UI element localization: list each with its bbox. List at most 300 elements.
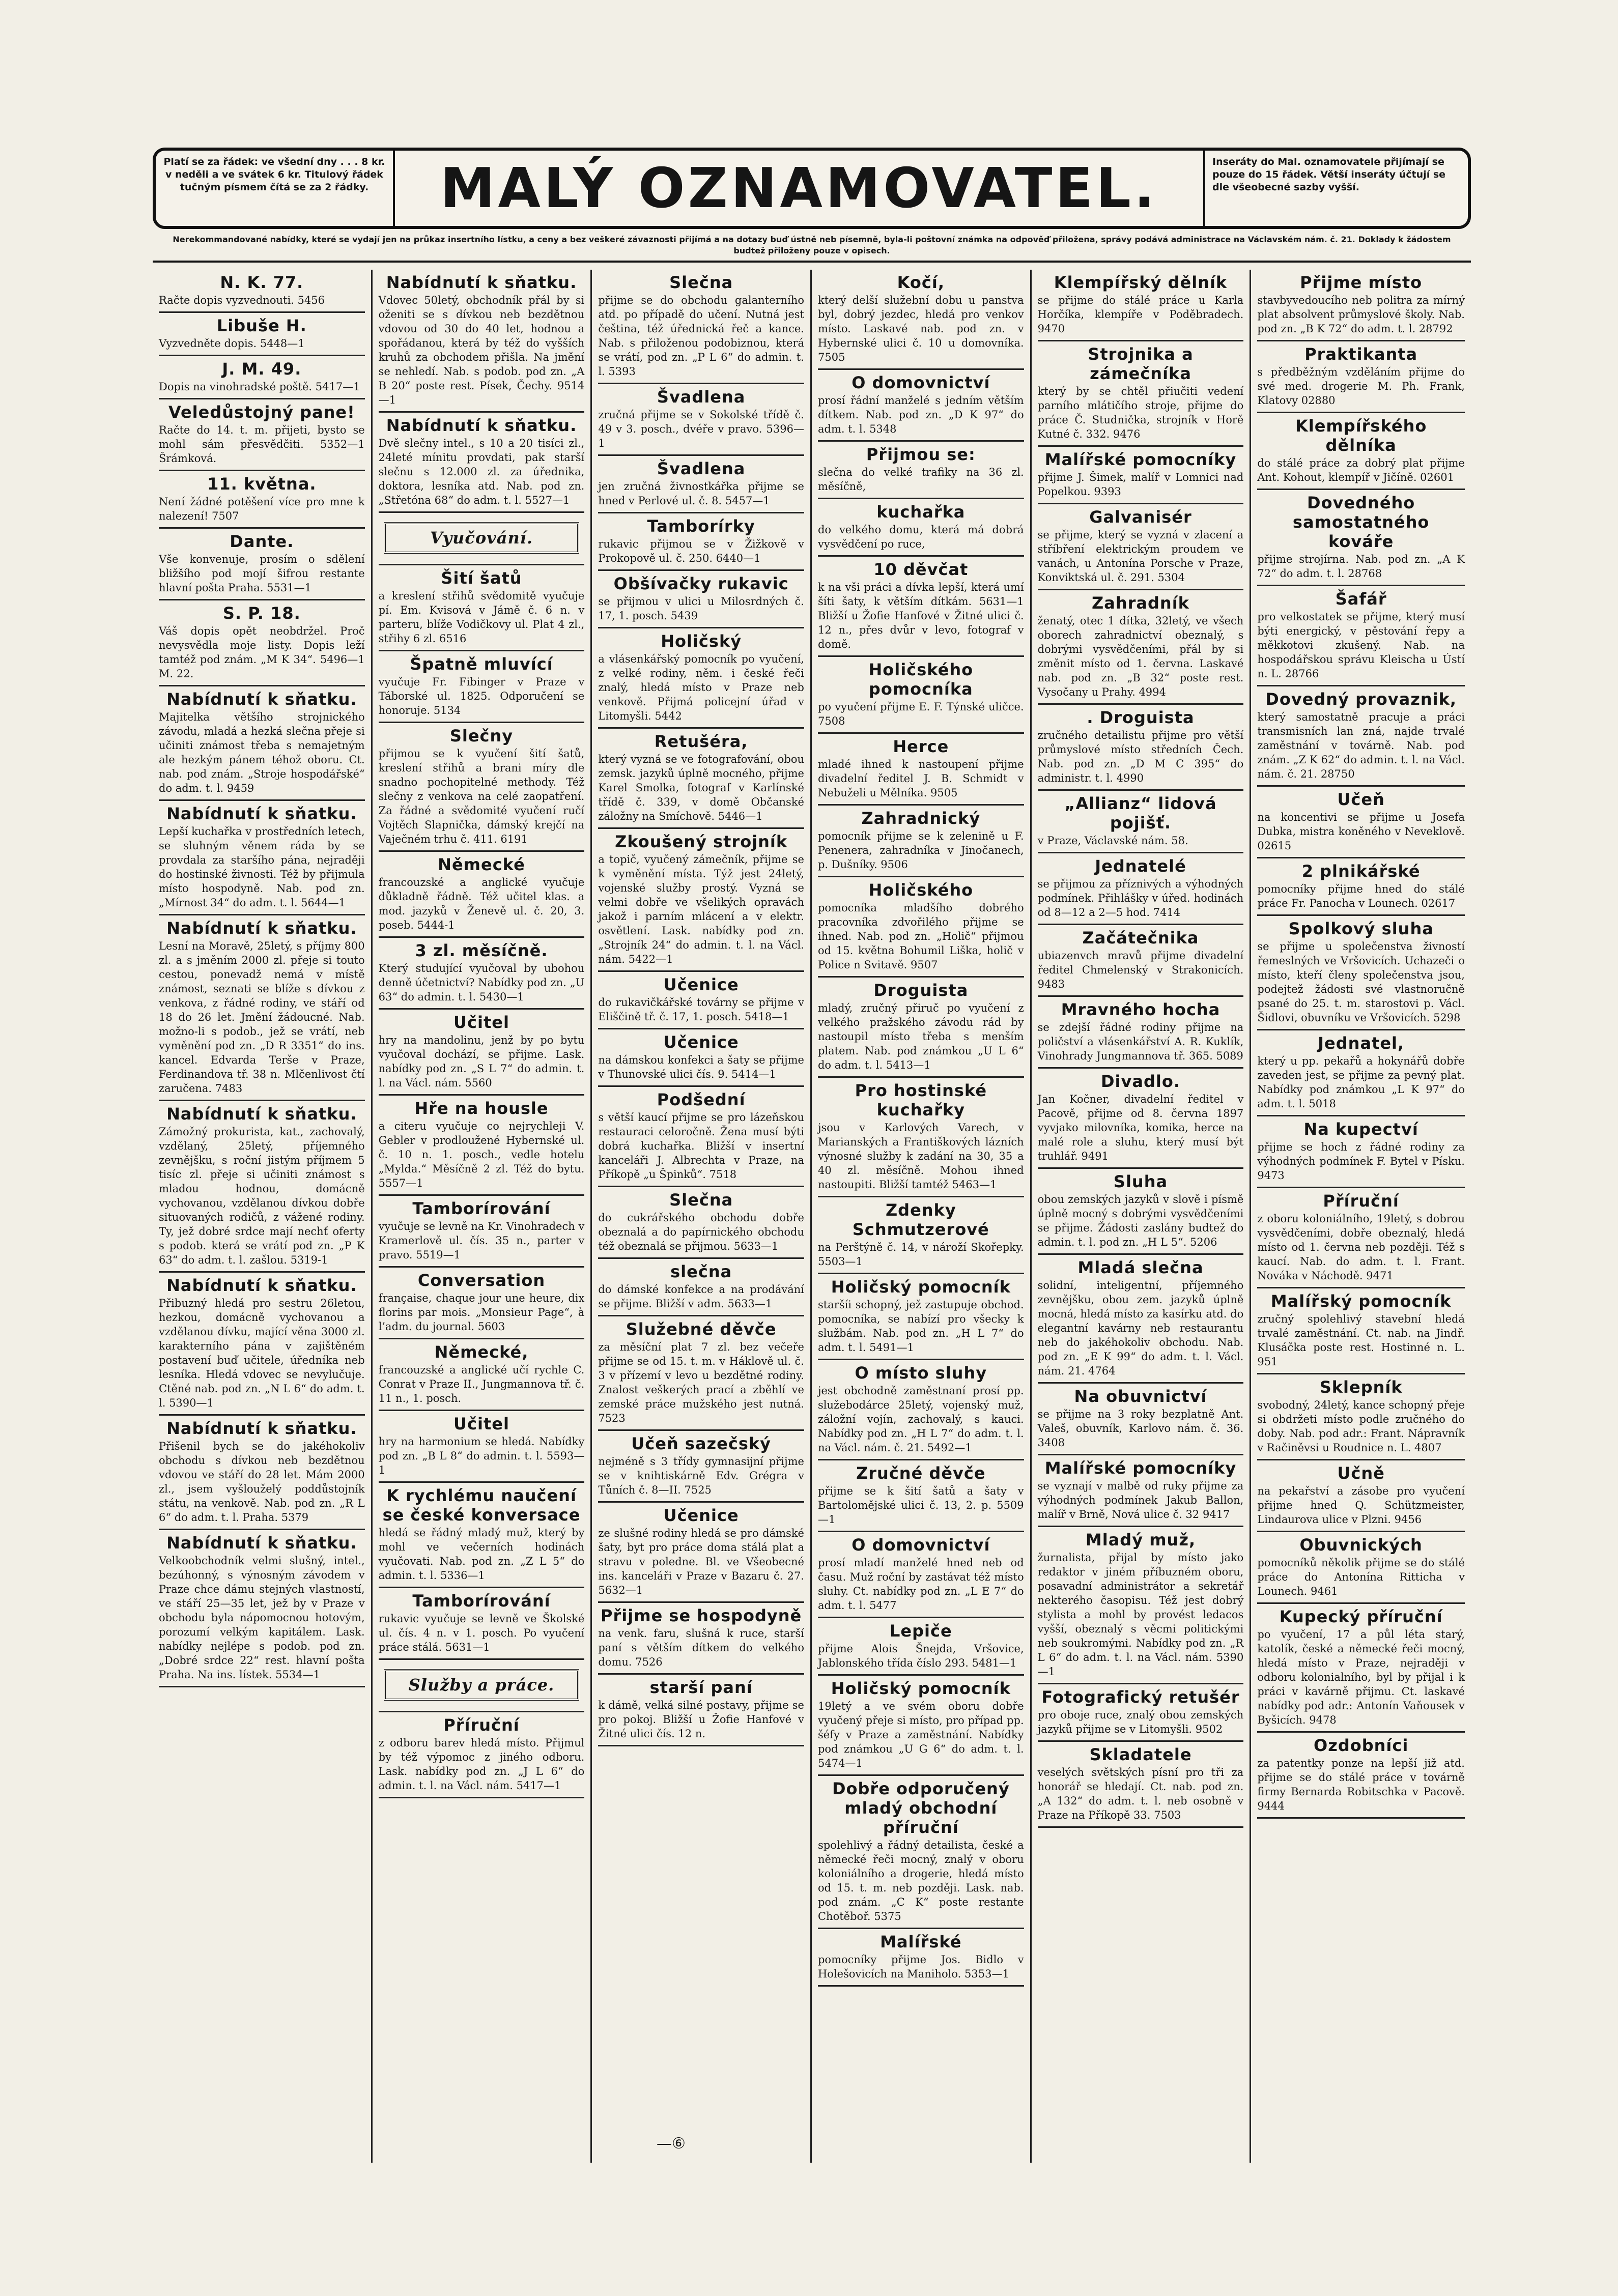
ad-text: který delší služební dobu u panstva byl, dobrý jezdec, hledá pro venkov místo. Laskavé nab. pod zn. v Hybernské ulici č. 10 u domovníka. 7505 bbox=[817, 294, 1024, 363]
ad-heading: Ozdobníci bbox=[1314, 1736, 1409, 1755]
ad-text: do velkého domu, která má dobrá vysvědčení po ruce, bbox=[817, 524, 1024, 550]
ad-heading: Učenice bbox=[663, 1506, 739, 1525]
classified-ad bbox=[1257, 1188, 1465, 1288]
insertion-rules-box: Inseráty do Mal. oznamovatele přijímají se pouze do 15 řádek. Větší inseráty účtují se dle všeobecné sazby vyšší. bbox=[1203, 151, 1468, 226]
ad-heading: slečna bbox=[670, 1262, 732, 1281]
ad-heading: Pro hostinské kuchařky bbox=[855, 1081, 987, 1120]
classified-ad bbox=[1038, 1455, 1244, 1527]
ad-text: přijme Alois Šnejda, Vršovice, Jablonského třída číslo 293. 5481—1 bbox=[817, 1643, 1024, 1669]
classified-ad bbox=[1257, 787, 1465, 858]
ad-heading: Nabídnutí k sňatku. bbox=[166, 690, 357, 709]
ad-heading: Přijmou se: bbox=[866, 445, 976, 464]
ad-text: který vyzná se ve fotografování, obou zemsk. jazyků úplně mocného, přijme Karel Smolka, fotograf v Karlínské třídě č. 339, v domě Občanské záložny na Smíchově. 5446—1 bbox=[598, 753, 804, 822]
classified-ad bbox=[1038, 1169, 1244, 1255]
classified-ad bbox=[1257, 1532, 1465, 1604]
ad-text: 19letý a ve svém oboru dobře vyučený přeje si místo, pro případ pp. šéfy v Praze a zaměstnání. Nabídky pod známkou „U G 6“ do adm. t. l. 5474—1 bbox=[817, 1700, 1024, 1769]
ad-text: zručná přijme se v Sokolské třídě č. 49 v 3. posch., dvéře v pravo. 5396—1 bbox=[598, 409, 804, 449]
ad-text: jest obchodně zaměstnaní prosí pp. služebodárce 25letý, vojenský muž, záložní vojín, zachovalý, s kauci. Nabídky pod zn. „H L 7“ do adm. t. l. na Václ. nám. č. 21. 5492—1 bbox=[817, 1385, 1024, 1454]
ad-heading: Služebné děvče bbox=[626, 1319, 777, 1339]
ad-text: mladý, zručný přiruč po vyučení z velkého pražského závodu rád by nastoupil místo třeba s menším platem. Nab. pod známkou „U L 6“ do adm. t. l. 5413—1 bbox=[817, 1002, 1024, 1071]
classified-ad bbox=[818, 1460, 1024, 1532]
ad-text: se přijme, který se vyzná v zlacení a stříbření elektrickým proudem ve vanách, u Antonína Porsche v Praze, Konviktská ul. č. 291. 5304 bbox=[1037, 529, 1244, 584]
classified-ad bbox=[1257, 1374, 1465, 1460]
ad-heading: Švadlena bbox=[657, 387, 746, 407]
ad-text: do cukrářského obchodu dobře obeznalá a do papírnického obchodu též obeznalá se přijmou. 5633—1 bbox=[598, 1212, 804, 1252]
ad-heading: Šafář bbox=[1335, 589, 1387, 609]
classified-ad bbox=[159, 399, 365, 471]
ad-heading: Herce bbox=[893, 737, 949, 756]
ad-text: a citeru vyučuje co nejrychleji V. Gebler v prodloužené Hybernské ul. č. 10 n. 1. posch., vedle hotelu „Mylda.“ Měsíčně 2 zl. Též do bytu. 5557—1 bbox=[378, 1120, 585, 1189]
ad-heading: Zahradnický bbox=[861, 809, 981, 828]
ad-text: se přijme do stálé práce u Karla Horčíka, klempíře v Poděbradech. 9470 bbox=[1037, 294, 1244, 335]
ad-text: na koncentivi se přijme u Josefa Dubka, mistra koněného v Neveklově. 02615 bbox=[1257, 811, 1465, 852]
ad-heading: Obšívačky rukavic bbox=[613, 574, 789, 593]
ad-heading: Malířské pomocníky bbox=[1044, 1458, 1237, 1478]
ad-text: française, chaque jour une heure, dix florins par mois. „Monsieur Page“, à l’adm. du journal. 5603 bbox=[378, 1292, 585, 1333]
ad-heading: Mladá slečna bbox=[1077, 1258, 1204, 1277]
section-heading: Služby a práce. bbox=[384, 1669, 580, 1701]
classified-ad bbox=[1257, 586, 1465, 686]
ad-text: se vyznají v malbě od ruky přijme za výhodných podmínek Jakub Ballon, malíř v Brně, Nová ulice č. 32 9417 bbox=[1037, 1480, 1244, 1520]
ad-heading: Libuše H. bbox=[216, 316, 307, 335]
classified-ad bbox=[1257, 1460, 1465, 1532]
ad-text: Majitelka většího strojnického závodu, mladá a hezká slečna přeje si učiniti známost třeba s nemajetným ale hezkým pánem téhož oboru. Ct. nab. pod znám. „Stroje hospodářské“ do adm. t. l. 9459 bbox=[159, 711, 365, 794]
ad-text: přijme J. Šimek, malíř v Lomnici nad Popelkou. 9393 bbox=[1037, 471, 1244, 498]
classified-ad bbox=[1257, 1116, 1465, 1188]
classified-ad bbox=[1257, 341, 1465, 413]
ad-text: spolehlivý a řádný detailista, české a německé řeči mocný, znalý v oboru koloniálního a drogerie, hledá místo od 15. t. m. neb později. Lask. nab. pod znám. „C K“ poste restante Chotěboř. 5375 bbox=[817, 1839, 1024, 1922]
ad-text: s větší kaucí přijme se pro lázeňskou restauraci celoročně. Žena musí býti dobrá kuchařka. Bližší v insertní kanceláři J. Albrechta v Praze, na Příkopě „u Špinků“. 7518 bbox=[598, 1111, 804, 1181]
classified-ad bbox=[598, 829, 804, 972]
classified-ad bbox=[1257, 1733, 1465, 1819]
classified-ad bbox=[818, 657, 1024, 734]
ad-text: který u pp. pekařů a hokynářů dobře zaveden jest, se přijme za pevný plat. Nabídky pod známkou „L K 97“ do adm. t. l. 5018 bbox=[1257, 1055, 1465, 1110]
ad-heading: Strojnika a zámečníka bbox=[1088, 345, 1194, 383]
ad-heading: Dante. bbox=[230, 532, 294, 551]
classified-ad bbox=[1038, 504, 1244, 590]
ad-heading: O místo sluhy bbox=[855, 1363, 987, 1383]
ad-heading: K rychlému naučení se české konversace bbox=[382, 1486, 581, 1525]
ad-text: veselých světských písní pro tři za honorář se hledají. Ct. nab. pod zn. „A 132“ do adm. t. l. neb osobně v Praze na Příkopě 33. 7503 bbox=[1037, 1766, 1244, 1821]
ad-heading: Učeň bbox=[1337, 790, 1385, 809]
ad-heading: Přijme se hospodyně bbox=[601, 1606, 802, 1625]
classified-ad bbox=[159, 1101, 365, 1273]
classified-ad bbox=[818, 1929, 1024, 1987]
ad-text: Dvě slečny intel., s 10 a 20 tisíci zl., 24leté mínitu provdati, pak starší slečnu s 12.000 zl. za úřednika, doktora, lesníka atd. Nab. pod zn. „Střetóna 68“ do adm. t. l. 5527—1 bbox=[378, 437, 585, 506]
ad-heading: Nabídnutí k sňatku. bbox=[166, 1419, 357, 1438]
ad-text: staršíi schopný, jež zastupuje obchod. pomocníka, se nabízí pro všecky k službám. Nab. pod zn. „H L 7“ do adm. t. l. 5491—1 bbox=[817, 1299, 1024, 1354]
ad-text: Vyzvedněte dopis. 5448—1 bbox=[159, 337, 305, 350]
ad-text: za patentky ponze na lepší již atd. přijme se do stálé práce v továrně firmy Bernarda Robitschka v Pacově. 9444 bbox=[1257, 1757, 1465, 1812]
ad-heading: O domovnictví bbox=[851, 373, 990, 392]
ad-heading: Učeň sazečský bbox=[631, 1434, 771, 1453]
ad-text: se zdejší řádné rodiny přijme na poličství a vlásenkářství A. R. Kuklík, Vinohrady Jungmannova tř. 365. 5089 bbox=[1037, 1021, 1244, 1062]
ad-text: Přibuzný hledá pro sestru 26letou, hezkou, domácně vychovanou a vzdělanou dívku, mající věna 3000 zl. karakterního pána v zajištěném postavení buď učitele, úředníka neb lesníka. Hledá vdovec se nevylučuje. Ctěné nab. pod zn. „N L 6“ do adm. t. l. 5390—1 bbox=[159, 1297, 365, 1409]
ad-text: prosí mladí manželé hned neb od času. Muž roční by zastávat též místo sluhy. Ct. nabídky pod zn. „L E 7“ do adm. t. l. 5477 bbox=[817, 1557, 1024, 1612]
classified-ad bbox=[1038, 853, 1244, 925]
classified-ad bbox=[159, 529, 365, 600]
ad-text: hledá se řádný mladý muž, který by mohl ve večerních hodinách vyučovati. Nab. pod zn. „Z L 5“ do admin. t. l. 5336—1 bbox=[378, 1527, 585, 1582]
ad-heading: Malířský pomocník bbox=[1270, 1292, 1452, 1311]
ad-heading: Švadlena bbox=[657, 459, 746, 478]
ad-heading: Tamborírování bbox=[412, 1591, 551, 1611]
classified-ad bbox=[818, 734, 1024, 806]
classified-ad bbox=[818, 1776, 1024, 1929]
ad-text: na venk. faru, slušná k ruce, starší paní s větším dítkem do velkého domu. 7526 bbox=[598, 1627, 804, 1668]
ad-text: Dopis na vinohradské poště. 5417—1 bbox=[159, 381, 360, 393]
ad-heading: „Allianz“ lidová pojišť. bbox=[1064, 794, 1217, 833]
classified-ad bbox=[1257, 686, 1465, 787]
classified-ad bbox=[1257, 490, 1465, 586]
header-rule bbox=[153, 261, 1471, 263]
ad-text: z odboru barev hledá místo. Přijmul by též výpomoc z jiného odboru. Lask. nabídky pod zn. „J L 6“ do admin. t. l. na Václ. nám. 5417—1 bbox=[378, 1737, 585, 1792]
classified-ad bbox=[379, 1196, 585, 1268]
classified-ad bbox=[1038, 791, 1244, 853]
masthead bbox=[153, 148, 1471, 229]
ad-heading: Sklepník bbox=[1319, 1377, 1403, 1397]
ad-heading: Klempířského dělníka bbox=[1295, 416, 1427, 455]
ad-heading: S. P. 18. bbox=[222, 604, 301, 623]
ad-text: prosí řádní manželé s jedním větším dítkem. Nab. pod zn. „D K 97“ do adm. t. l. 5348 bbox=[817, 394, 1024, 435]
ad-text: z oboru koloniálního, 19letý, s dobrou vysvědčeními, dobře obeznalý, hledá místo od 1. června neb později. Též s kaucí. Nab. do adm. t. l. Frant. Nováka v Náchodě. 9471 bbox=[1257, 1213, 1465, 1282]
classified-ad bbox=[159, 600, 365, 686]
classified-ad bbox=[159, 313, 365, 356]
classified-ad bbox=[598, 1259, 804, 1316]
ad-heading: O domovnictví bbox=[851, 1535, 990, 1555]
classified-ad bbox=[379, 1483, 585, 1588]
ad-heading: Učitel bbox=[453, 1414, 509, 1433]
ad-text: rukavic vyučuje se levně ve Školské ul. čís. 4 n. v 1. posch. Po vyučení práce stálá. 5631—1 bbox=[378, 1613, 585, 1653]
classified-ad bbox=[818, 499, 1024, 557]
classified-ad bbox=[818, 1274, 1024, 1360]
ad-text: francouzské a anglické vyučuje důkladně řádně. Též učitel klas. a mod. jazyků v Ženevě ul. č. 20, 3. poseb. 5444-1 bbox=[378, 876, 585, 931]
ad-text: Vše konvenuje, prosím o sdělení bližšího pod mojí šifrou restante hlavní pošta Praha. 5531—1 bbox=[159, 553, 365, 594]
ad-heading: Dovedný provaznik, bbox=[1265, 690, 1457, 709]
ad-heading: Zdenky Schmutzerové bbox=[852, 1200, 989, 1239]
ad-text: Velkoobchodník velmi slušný, intel., bezúhonný, s výnosným závodem v Praze chce dámu stejných vlastností, ve stáří 25—35 let, jež by v Praze v obchodu byla nápomocnou hotovým, porozumí velkým kapitálem. Lask. nabídky nejlépe s podob. pod zn. „Dobré srdce 22“ rest. hlavní pošta Praha. Na ins. lístek. 5534—1 bbox=[159, 1555, 365, 1681]
classified-ad bbox=[1038, 1684, 1244, 1742]
classified-ad bbox=[379, 1588, 585, 1660]
classified-ad bbox=[818, 1618, 1024, 1676]
ad-text: pro velkostatek se přijme, který musí býti energický, v pěstování řepy a měkkotovi zkušený. Nab. na hospodářskou správu Kleischa u Ústí n. L. 28766 bbox=[1257, 611, 1465, 680]
ad-heading: Skladatele bbox=[1089, 1745, 1192, 1764]
ad-text: Zámožný prokurista, kat., zachovalý, vzdělaný, 25letý, příjemného zevnějšku, s roční jistým příjmem 5 tisíc zl. přeje si učiniti známost s mladou hodnou, domácně vychovanou, vzdělanou dívkou dobře situovaných rodičů, z vážené rodiny. Ty, jež dobré srdce mají nechť oferty s podob. která se vrátí pod zn. „P K 63“ do adm. t. l. zašlou. 5319-1 bbox=[159, 1126, 365, 1266]
ad-text: Který studující vyučoval by ubohou denně účetnictví? Nabídky pod zn. „U 63“ do admin. t. l. 5430—1 bbox=[378, 962, 585, 1003]
classified-ad bbox=[159, 686, 365, 801]
classified-ad bbox=[379, 413, 585, 513]
ad-heading: Malířské bbox=[880, 1932, 962, 1951]
ad-column bbox=[1251, 270, 1471, 2163]
classified-ad bbox=[1257, 916, 1465, 1030]
ad-heading: Na obuvnictví bbox=[1074, 1387, 1207, 1406]
ad-text: přijme se hoch z řádné rodiny za výhodných podmínek F. Bytel v Písku. 9473 bbox=[1257, 1141, 1465, 1182]
newspaper-page bbox=[153, 148, 1471, 2163]
classified-ad bbox=[379, 1712, 585, 1798]
ad-heading: Jednatelé bbox=[1095, 856, 1186, 876]
ad-heading: J. M. 49. bbox=[222, 359, 302, 379]
ad-heading: Špatně mluvící bbox=[410, 654, 553, 674]
section-heading: Vyučování. bbox=[384, 522, 580, 554]
classified-ad bbox=[379, 1411, 585, 1483]
ad-text: a kreslení střihů svědomitě vyučuje pí. Em. Kvisová v Jámě č. 6 n. v parteru, blíže Vodičkovy ul. Plat 4 zl., střihy 6 zl. 6516 bbox=[378, 590, 585, 645]
ad-text: do rukavičkářské továrny se přijme v Eliščině tř. č. 17, 1. posch. 5418—1 bbox=[598, 996, 804, 1023]
classified-ad bbox=[598, 1087, 804, 1187]
classified-ad bbox=[379, 513, 585, 565]
ad-heading: Jednatel, bbox=[1318, 1034, 1405, 1053]
page-footer-mark: —⑥ bbox=[657, 2135, 686, 2152]
administration-notice: Nerekommandované nabídky, které se vydají jen na průkaz insertního lístku, a ceny a bez veškeré závaznosti přijímá a na dotazy buď ústně neb písemně, byla-li poštovní známka na odpověď přiložena, správy podává administrace na Václavském nám. č. 21. Doklady k žádostem budtež přiloženy pouze v opisech. bbox=[173, 235, 1451, 255]
classified-ad bbox=[159, 801, 365, 915]
classified-ad bbox=[379, 1660, 585, 1712]
classified-ad bbox=[598, 456, 804, 513]
ad-column bbox=[1032, 270, 1252, 2163]
classified-ad bbox=[818, 806, 1024, 877]
ad-heading: Praktikanta bbox=[1304, 345, 1418, 364]
ad-heading: Divadlo. bbox=[1100, 1072, 1180, 1091]
ad-heading: Nabídnutí k sňatku. bbox=[386, 273, 577, 292]
classified-ad bbox=[1257, 1030, 1465, 1116]
classified-ad bbox=[818, 877, 1024, 978]
classified-ad bbox=[1038, 590, 1244, 705]
classified-ad bbox=[1257, 413, 1465, 490]
ad-text: nejméně s 3 třídy gymnasijní přijme se v knihtiskárně Edv. Grégra v Tůních č. 8—II. 7525 bbox=[598, 1455, 804, 1496]
ad-heading: Obuvnických bbox=[1299, 1535, 1423, 1555]
ad-heading: Lepiče bbox=[890, 1621, 952, 1641]
ad-text: stavbyvedoucího neb politra za mírný plat absolvent průmyslové školy. Nab. pod zn. „B K 72“ do adm. t. l. 28792 bbox=[1257, 294, 1465, 335]
classified-ad bbox=[379, 270, 585, 413]
ad-heading: Holičského bbox=[868, 880, 974, 900]
ad-text: Lepší kuchařka v prostředních letech, se sluhným věnem ráda by se provdala za staršího pána, nejraději do hostinské živnosti. Též by přijmula místo hospodyně. Nab. pod zn. „Mírnost 34“ do adm. t. l. 5644—1 bbox=[159, 825, 365, 909]
ad-text: hry na mandolinu, jenž by po bytu vyučoval dochází, se přijme. Lask. nabídky pod zn. „S L 7“ do admin. t. l. na Václ. nám. 5560 bbox=[378, 1034, 585, 1089]
classified-ad bbox=[598, 571, 804, 628]
classified-ad bbox=[598, 1431, 804, 1503]
ad-text: s předběžným vzděláním přijme do své med. drogerie M. Ph. Frank, Klatovy 02880 bbox=[1257, 366, 1465, 407]
ad-heading: Zkoušený strojník bbox=[615, 832, 788, 851]
ad-text: se přijmou v ulici u Milosrdných č. 17, 1. posch. 5439 bbox=[598, 595, 804, 622]
classified-ad bbox=[379, 651, 585, 723]
classified-ad bbox=[1038, 447, 1244, 504]
ad-heading: Německé bbox=[438, 855, 525, 874]
ad-heading: Kupecký příruční bbox=[1279, 1607, 1443, 1626]
ad-heading: 2 plnikářské bbox=[1301, 862, 1421, 881]
ad-heading: Dobře odporučený mladý obchodní příruční bbox=[832, 1779, 1010, 1837]
ad-heading: Sluha bbox=[1113, 1172, 1168, 1191]
ad-text: mladé ihned k nastoupení přijme divadelní ředitel J. B. Schmidt v Nebuželi u Mělníka. 9505 bbox=[817, 758, 1024, 799]
ad-column bbox=[153, 270, 373, 2163]
ad-text: obou zemských jazyků v slově i písmě úplně mocný s dobrými vysvědčeními se přijme. Žádosti zaslány budtež do admin. t. l. pod zn. „H L 5“. 5206 bbox=[1037, 1193, 1244, 1248]
ad-text: slečna do velké trafiky na 36 zl. měsíčně, bbox=[817, 466, 1024, 493]
ad-heading: Droguista bbox=[873, 981, 969, 1000]
classified-ad bbox=[598, 972, 804, 1029]
classified-ad bbox=[379, 938, 585, 1010]
ad-text: Vdovec 50letý, obchodník přál by si oženiti se s dívkou neb bezdětnou vdovou od 30 do 40 let, hodnou a spořádanou, která by též do vyšších kruhů za obchodem přišla. Na jmění se nehledí. Nab. s podob. pod zn. „A B 20“ poste rest. Písek, Čechy. 9514—1 bbox=[378, 294, 585, 406]
ad-column bbox=[812, 270, 1032, 2163]
ad-text: po vyučení, 17 a půl léta starý, katolík, české a německé řeči mocný, hledá místo v Praze, nejraději v odboru kolonialního, byl by přijal i k práci v kavárně přijmu. Ct. laskavé nabídky pod adr.: Antonín Vaňousek v Byšicích. 9478 bbox=[1257, 1628, 1465, 1726]
ad-text: do dámské konfekce a na prodávání se přijme. Bližší v adm. 5633—1 bbox=[598, 1283, 804, 1310]
classified-ad bbox=[379, 565, 585, 651]
ad-heading: 10 děvčat bbox=[873, 560, 969, 579]
ad-heading: Klempířský dělník bbox=[1054, 273, 1228, 292]
ad-columns bbox=[153, 270, 1471, 2163]
ad-text: přijme se k šití šatů a šaty v Bartolomějské ulici č. 13, 2. p. 5509—1 bbox=[817, 1485, 1024, 1526]
classified-ad bbox=[818, 1532, 1024, 1618]
ad-text: Jan Kočner, divadelní ředitel v Pacově, přijme od 8. června 1897 vyvjako milovníka, komika, herce na malé role a sluhu, který musí být truhlář. 9491 bbox=[1037, 1093, 1244, 1162]
ad-text: pomocníky přijme Jos. Bidlo v Holešovicích na Maniholo. 5353—1 bbox=[817, 1954, 1024, 1980]
ad-heading: Retušéra, bbox=[654, 732, 748, 751]
classified-ad bbox=[598, 729, 804, 829]
ad-text: Račte do 14. t. m. přijeti, bysto se mohl sám přesvědčiti. 5352—1 Šrámková. bbox=[159, 424, 365, 465]
ad-heading: kuchařka bbox=[876, 502, 966, 522]
classified-ad bbox=[159, 1273, 365, 1416]
ad-heading: 11. května. bbox=[207, 474, 317, 494]
classified-ad bbox=[379, 1010, 585, 1096]
section-title: MALÝ OZNAMOVATEL. bbox=[440, 156, 1158, 220]
classified-ad bbox=[818, 270, 1024, 370]
ad-heading: Nabídnutí k sňatku. bbox=[386, 416, 577, 435]
ad-text: na dámskou konfekci a šaty se přijme v Thunovské ulici čís. 9. 5414—1 bbox=[598, 1054, 804, 1080]
ad-heading: Nabídnutí k sňatku. bbox=[166, 919, 357, 938]
ad-text: který by se chtěl přiučiti vedení parního mlátičího stroje, přijme do práce Č. Studnička, strojník v Horě Kutné č. 332. 9476 bbox=[1037, 385, 1244, 440]
ad-text: zručný spolehlivý stavební hledá trvalé zaměstnání. Ct. nab. na Jindř. Klusáčka poste rest. Hostinné n. L. 951 bbox=[1257, 1313, 1465, 1368]
classified-ad bbox=[159, 1416, 365, 1530]
ad-heading: Holičského pomocníka bbox=[868, 660, 974, 699]
ad-text: svobodný, 24letý, kance schopný přeje si obdržeti místo podle zručného do doby. Nab. pod adr.: Frant. Nápravník v Račiněvsi u Roudnice n. L. 4807 bbox=[1257, 1399, 1465, 1454]
classified-ad bbox=[818, 557, 1024, 657]
classified-ad bbox=[379, 1096, 585, 1196]
classified-ad bbox=[1038, 1742, 1244, 1828]
classified-ad bbox=[1038, 1069, 1244, 1169]
ad-heading: Učenice bbox=[663, 975, 739, 994]
classified-ad bbox=[1257, 1288, 1465, 1374]
ad-text: do stálé práce za dobrý plat přijme Ant. Kohout, klempíř v Jičíně. 02601 bbox=[1257, 457, 1465, 483]
classified-ad bbox=[818, 1676, 1024, 1776]
ad-text: který samostatně pracuje a práci transmisních lan zná, najde trvalé zaměstnání v továrně. Nab. pod znám. „Z K 62“ do admin. t. l. na Václ. nám. č. 21. 28750 bbox=[1257, 711, 1465, 780]
ad-heading: Přijme místo bbox=[1300, 273, 1423, 292]
classified-ad bbox=[379, 852, 585, 938]
ad-heading: Hře na housle bbox=[414, 1099, 549, 1118]
classified-ad bbox=[379, 723, 585, 852]
ad-heading: . Droguista bbox=[1087, 708, 1195, 727]
ad-heading: Zručné děvče bbox=[856, 1463, 986, 1483]
ad-heading: N. K. 77. bbox=[220, 273, 304, 292]
ad-heading: Holičský pomocník bbox=[831, 1277, 1011, 1297]
classified-ad bbox=[598, 1503, 804, 1603]
ad-text: k dámě, velká silné postavy, přijme se pro pokoj. Bližší u Žofie Hanfové v Žitné ulici čís. 12 n. bbox=[598, 1699, 804, 1740]
ad-text: Váš dopis opět neobdržel. Proč nevysvědla moje listy. Dopis leží tamtéž pod znám. „M K 34“. 5496—1 M. 22. bbox=[159, 625, 365, 680]
classified-ad bbox=[598, 1187, 804, 1259]
ad-heading: Spolkový sluha bbox=[1288, 919, 1434, 938]
classified-ad bbox=[1257, 1604, 1465, 1733]
pricing-box: Platí se za řádek: ve všední dny . . . 8 kr. v neděli a ve svátek 6 kr. Titulový řádek tučným písmem čítá se za 2 řádky. bbox=[156, 151, 395, 226]
ad-text: ze slušné rodiny hledá se pro dámské šaty, byt pro práce doma stálá plat a stravu v poledne. Bl. ve Všeobecné ins. kanceláři v Praze v Bazaru č. 27. 5632—1 bbox=[598, 1527, 804, 1596]
ad-text: se přijmou za příznivých a výhodných podmínek. Přihlášky v úřed. hodinách od 8—12 a 2—5 hod. 7414 bbox=[1037, 878, 1244, 919]
ad-text: hry na harmonium se hledá. Nabídky pod zn. „B L 8“ do admin. t. l. 5593—1 bbox=[378, 1436, 585, 1476]
ad-text: pomocníky přijme hned do stálé práce Fr. Panocha v Lounech. 02617 bbox=[1257, 883, 1465, 909]
ad-text: na Perštýně č. 14, v nároží Skořepky. 5503—1 bbox=[817, 1241, 1024, 1268]
ad-heading: Tamborírování bbox=[412, 1199, 551, 1218]
ad-heading: Učitel bbox=[453, 1013, 509, 1032]
ad-column bbox=[592, 270, 812, 2163]
ad-text: pro oboje ruce, znalý obou zemských jazyků přijme se v Litomyšli. 9502 bbox=[1037, 1709, 1244, 1735]
classified-ad bbox=[379, 1339, 585, 1411]
ad-heading: Dovedného samostatného kováře bbox=[1292, 493, 1430, 551]
ad-heading: Šití šatů bbox=[441, 568, 522, 588]
ad-heading: Tamborírky bbox=[647, 516, 755, 536]
ad-heading: Veledůstojný pane! bbox=[168, 403, 355, 422]
classified-ad bbox=[159, 471, 365, 529]
classified-ad bbox=[159, 915, 365, 1101]
ad-text: Přišenil bych se do jakéhokoliv obchodu s dívkou neb bezdětnou vdovou ve stáří do 28 let. Mám 2000 zl., jsem vyšlouželý poddůstojník státu, na venkově. Nab. pod zn. „R L 6“ do adm. t. l. Praha. 5379 bbox=[159, 1440, 365, 1524]
classified-ad bbox=[1038, 1384, 1244, 1455]
ad-text: solidní, inteligentní, příjemného zevnějšku, obou zem. jazyků úplně mocná, hledá místo za kasírku atd. do elegantní kavárny neb restaurantu neb do jakéhokoliv obchodu. Nab. pod zn. „E K 99“ do adm. t. l. Václ. nám. 21. 4764 bbox=[1037, 1279, 1244, 1377]
ad-heading: starší paní bbox=[649, 1678, 753, 1697]
ad-text: pomocníka mladšího dobrého pracovníka zdvořilého přijme se ihned. Nab. pod zn. „Holič“ přijmou od 15. května Bohumil Liška, holič v Police n Svitavě. 9507 bbox=[817, 902, 1024, 971]
ad-heading: Na kupectví bbox=[1303, 1120, 1418, 1139]
ad-text: jsou v Karlových Varech, v Marianských a Františkových lázních výnosné služby k zadání na 30, 35 a 40 zl. měsíčně. Mohou ihned nastoupiti. Bližší tamtéž 5463—1 bbox=[817, 1122, 1024, 1191]
ad-heading: Zahradník bbox=[1092, 593, 1189, 613]
classified-ad bbox=[598, 1675, 804, 1746]
ad-text: za měsíční plat 7 zl. bez večeře přijme se od 15. t. m. v Háklově ul. č. 3 v přízemí v levo u bezdětné rodiny. Znalost veškerých prací a zběhlí ve zemské práce mužského jest nutná. 7523 bbox=[598, 1341, 804, 1424]
classified-ad bbox=[1257, 270, 1465, 341]
ad-text: pomocník přijme se k zelenině u F. Penenera, zahradníka v Jinočanech, p. Dušníky. 9506 bbox=[817, 830, 1024, 871]
ad-heading: Slečna bbox=[669, 273, 733, 292]
ad-text: Račte dopis vyzvednouti. 5456 bbox=[159, 294, 325, 306]
ad-text: a topič, vyučený zámečník, přijme se k vyměnění místa. Týž jest 24letý, vojenské služby prostý. Vyzná se velmi dobře ve všelikých opravách jakož i parním mlácení a v elektr. osvětlení. Lask. nabídky pod zn. „Strojník 24“ do admin. t. l. na Václ. nám. 5422—1 bbox=[598, 853, 804, 965]
ad-text: se přijme na 3 roky bezplatně Ant. Valeš, obuvník, Karlovo nám. č. 36. 3408 bbox=[1037, 1408, 1244, 1449]
classified-ad bbox=[818, 370, 1024, 442]
ad-text: a vlásenkářský pomocník po vyučení, z velké rodiny, něm. i české řeči znalý, hledá místo v Praze neb venkově. Přijmá policejní úřad v Litomyšli. 5442 bbox=[598, 653, 804, 722]
ad-text: rukavic přijmou se v Žižkově v Prokopově ul. č. 250. 6440—1 bbox=[598, 538, 804, 564]
ad-column bbox=[373, 270, 592, 2163]
classified-ad bbox=[818, 1197, 1024, 1274]
ad-heading: Německé, bbox=[434, 1342, 529, 1362]
ad-text: přijme se do obchodu galanterního atd. po případě do učení. Nutná jest čeština, též úřednická řeč a kance. Nab. s přiloženou podobiznou, která se vrátí, pod zn. „P L 6“ do admin. t. l. 5393 bbox=[598, 294, 804, 378]
ad-text: se přijme u společenstva živností řemeslných ve Vršovicích. Uchazeči o místo, kteří členy společenstva jsou, podejtež žádosti své vlastnoručně psané do 25. t. m. starostovi p. Václ. Šidlovi, obuvníku ve Vršovicích. 5298 bbox=[1257, 940, 1465, 1024]
ad-text: jen zručná živnostkářka přijme se hned v Perlové ul. č. 8. 5457—1 bbox=[598, 480, 804, 507]
ad-text: vyučuje Fr. Fibinger v Praze v Táborské ul. 1825. Odporučení se honoruje. 5134 bbox=[378, 676, 585, 716]
ad-text: zručného detailistu přijme pro větší průmyslové místo středních Čech. Nab. pod zn. „D M C 395“ do administr. t. l. 4990 bbox=[1037, 729, 1244, 784]
ad-text: Lesní na Moravě, 25letý, s příjmy 800 zl. a s jměním 2000 zl. přeje si touto cestou, ponevadž nemá v místě známost, seznati se blíže s dívkou z venkova, z řádné rodiny, ve stáří od 18 do 26 let. Jmění žádoucné. Nab. možno-li s podob., jež se vrátí, neb vyměnění pod zn. „D R 3351“ do ins. kancel. Edvarda Terše v Praze, Ferdinandova tř. 38 n. Mlčenlivost čtí zaručena. 7483 bbox=[159, 940, 365, 1095]
ad-heading: Conversation bbox=[417, 1271, 546, 1290]
ad-text: vyučuje se levně na Kr. Vinohradech v Kramerlově ul. čís. 35 n., parter v pravo. 5519—1 bbox=[378, 1220, 585, 1261]
ad-heading: Začátečnika bbox=[1082, 928, 1199, 948]
ad-heading: Nabídnutí k sňatku. bbox=[166, 804, 357, 823]
ad-text: Není žádné potěšení více pro mne k nalezení! 7507 bbox=[159, 496, 365, 522]
ad-heading: Holičský pomocník bbox=[831, 1679, 1011, 1698]
ad-heading: 3 zl. měsíčně. bbox=[415, 941, 548, 960]
ad-text: v Praze, Václavské nám. 58. bbox=[1037, 835, 1188, 847]
ad-text: k na vši práci a dívka lepší, která umí šíti šaty, k větším dítkám. 5631—1 Bližší u Žofie Hanfové v Žitné ulici č. 12 n., přes dvůr v levo, fotograf v domě. bbox=[817, 581, 1024, 650]
classified-ad bbox=[159, 356, 365, 399]
ad-heading: Učně bbox=[1337, 1463, 1385, 1483]
ad-heading: Nabídnutí k sňatku. bbox=[166, 1104, 357, 1124]
classified-ad bbox=[159, 1530, 365, 1687]
classified-ad bbox=[818, 1078, 1024, 1197]
ad-heading: Fotografický retušér bbox=[1041, 1687, 1240, 1707]
classified-ad bbox=[159, 270, 365, 313]
ad-heading: Slečny bbox=[449, 726, 514, 745]
classified-ad bbox=[598, 513, 804, 571]
ad-text: pomocníků několik přijme se do stálé práce do Antonína Ritticha v Lounech. 9461 bbox=[1257, 1557, 1465, 1597]
classified-ad bbox=[818, 978, 1024, 1078]
ad-heading: Mladý muž, bbox=[1085, 1530, 1196, 1549]
ad-heading: Malířské pomocníky bbox=[1044, 450, 1237, 469]
classified-ad bbox=[379, 1268, 585, 1339]
ad-text: francouzské a anglické učí rychle C. Conrat v Praze II., Jungmannova tř. č. 11 n., 1. posch. bbox=[378, 1364, 585, 1404]
ad-heading: Nabídnutí k sňatku. bbox=[166, 1276, 357, 1295]
ad-text: na pekařství a zásobe pro vyučení přijme hned Q. Schützmeister, Lindaurova ulice v Plzni. 9456 bbox=[1257, 1485, 1465, 1526]
ad-text: po vyučení přijme E. F. Týnské uličce. 7508 bbox=[817, 701, 1024, 727]
